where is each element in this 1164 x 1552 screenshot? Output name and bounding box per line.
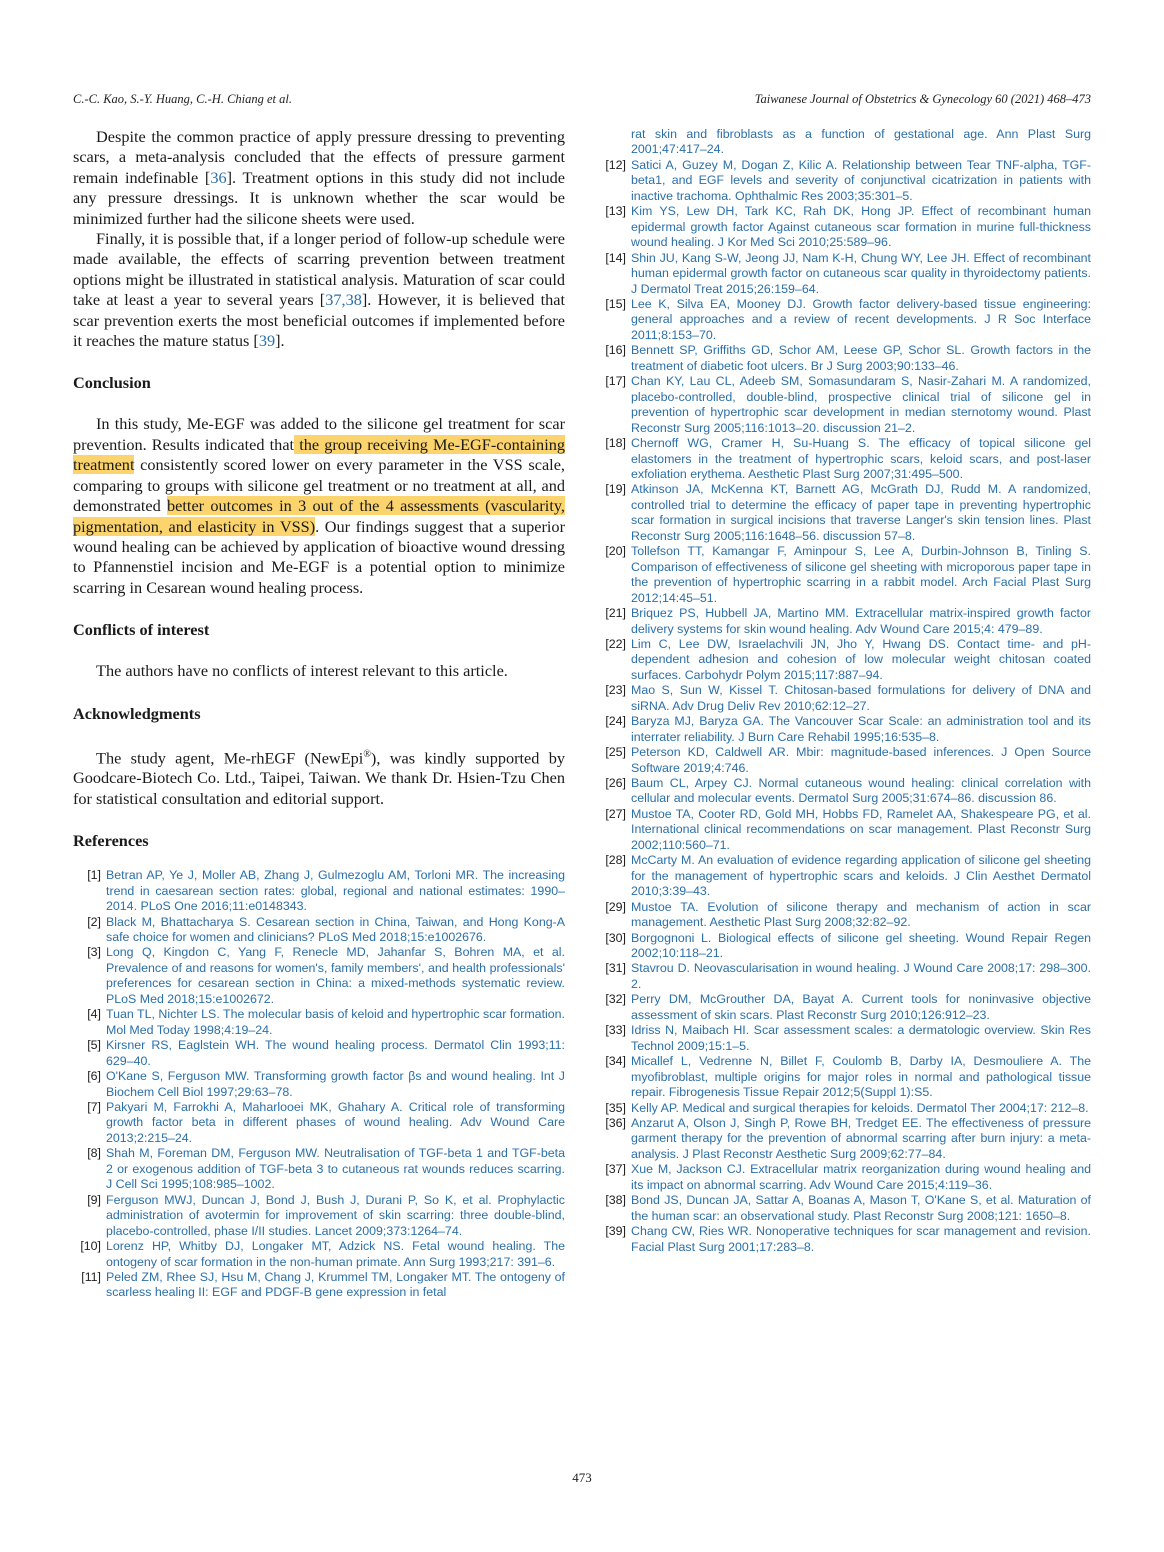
reference-text: Kelly AP. Medical and surgical therapies for keloids. Dermatol Ther 2004;17: 212–8. (631, 1100, 1089, 1115)
reference-text: Perry DM, McGrouther DA, Bayat A. Current tools for noninvasive objective assessment of skin scars. Plast Reconstr Surg 2010;126:912–23. (631, 992, 1091, 1022)
conclusion-paragraph: In this study, Me-EGF was added to the silicone gel treatment for scar prevention. Results indicated that the group receiving Me-EGF-containing treatment consistently scored lower on every parameter in the VSS scale, comparing to groups with silicone gel treatment or no treatment at all, and demonstrated better outcomes in 3 out of the 4 assessments (vascularity, pigmentation, and elasticity in VSS). Our findings suggest that a superior wound healing can be achieved by application of bioactive wound dressing to Pfannenstiel incision and Me-EGF is a potential option to minimize scarring in Cesarean wound healing process. (73, 414, 566, 597)
conclusion-heading: Conclusion (73, 373, 151, 393)
reference-item[interactable] (598, 1224, 1091, 1255)
citation-link[interactable]: 39 (258, 331, 276, 351)
reference-number: [39] (605, 1224, 626, 1239)
reference-item[interactable] (73, 1239, 565, 1270)
discussion-paragraph-2: Finally, it is possible that, if a longer period of follow-up schedule were made available, the effects of scarring prevention between treatment options might be illustrated in statistical analysis. Maturation of scar could take at least a year to several years [37,38]. However, it is believed that scar prevention exerts the most beneficial outcomes if implemented before it reaches the mature status [39]. (73, 229, 565, 351)
reference-number: [12] (605, 157, 626, 172)
reference-number: [24] (605, 714, 626, 729)
reference-item[interactable] (598, 343, 1091, 374)
reference-text: Chernoff WG, Cramer H, Su-Huang S. The efficacy of topical silicone gel elastomers in the treatment of hypertrophic scars, keloid scars, and post-laser exfoliation erythema. Aesthetic Plast Surg 2007;31:495–500. (631, 436, 1091, 481)
reference-item[interactable] (598, 297, 1091, 343)
highlight-annotation[interactable]: the group receiving Me-EGF-containing treatment (73, 434, 566, 475)
reference-item[interactable] (598, 931, 1091, 962)
reference-number: [31] (605, 961, 626, 976)
reference-number: [33] (605, 1023, 626, 1038)
reference-number: [29] (605, 899, 626, 914)
reference-text: Lee K, Silva EA, Mooney DJ. Growth factor delivery-based tissue engineering: general approaches and a review of recent developments. J R Soc Interface 2011;8:153–70. (631, 296, 1091, 342)
reference-item[interactable] (73, 1069, 565, 1100)
reference-item[interactable] (598, 158, 1091, 204)
reference-text: Briquez PS, Hubbell JA, Martino MM. Extracellular matrix-inspired growth factor delivery systems for skin wound healing. Adv Wound Care 2015;4: 479–89. (631, 606, 1091, 636)
page-number: 473 (572, 1470, 592, 1485)
reference-text: Pakyari M, Farrokhi A, Maharlooei MK, Ghahary A. Critical role of transforming growth factor beta in different phases of wound healing. Adv Wound Care 2013;2:215–24. (106, 1099, 565, 1145)
reference-list-right (598, 158, 1091, 1255)
reference-number: [37] (605, 1162, 626, 1177)
reference-item[interactable] (598, 745, 1091, 776)
reference-text: Micallef L, Vedrenne N, Billet F, Coulomb B, Darby IA, Desmouliere A. The myofibroblast, multiple origins for major roles in normal and pathological tissue repair. Fibrogenesis Tissue Repair 2012;5(Suppl 1):S5. (631, 1054, 1091, 1100)
reference-text: Betran AP, Ye J, Moller AB, Zhang J, Gulmezoglu AM, Torloni MR. The increasing trend in caesarean section rates: global, regional and national estimates: 1990–2014. PLoS One 2016;11:e0148343. (106, 868, 565, 914)
acknowledgments-heading: Acknowledgments (73, 703, 201, 723)
reference-item[interactable] (73, 1270, 565, 1301)
reference-item[interactable] (73, 945, 565, 1007)
reference-item[interactable] (598, 1116, 1091, 1162)
reference-item[interactable] (598, 853, 1091, 899)
reference-number: [28] (605, 853, 626, 868)
reference-number: [35] (605, 1100, 626, 1115)
references-heading: References (73, 831, 149, 851)
reference-number: [23] (605, 683, 626, 698)
reference-item[interactable] (598, 1162, 1091, 1193)
reference-number: [10] (80, 1239, 101, 1254)
reference-item[interactable] (73, 1193, 565, 1239)
reference-item[interactable] (598, 544, 1091, 606)
reference-text: Lorenz HP, Whitby DJ, Longaker MT, Adzick NS. Fetal wound healing. The ontogeny of scar formation in the non-human primate. Ann Surg 1993;217: 391–6. (106, 1239, 565, 1269)
right-column (598, 127, 1091, 1255)
reference-text: Chan KY, Lau CL, Adeeb SM, Somasundaram S, Nasir-Zahari M. A randomized, placebo-controlled, double-blind, prospective clinical trial of silicone gel in prevention of hypertrophic scar development in median sternotomy wound. Plast Reconstr Surg 2005;116:1013–20. discussion 21–2. (631, 374, 1091, 435)
reference-text: O'Kane S, Ferguson MW. Transforming growth factor βs and wound healing. Int J Biochem Cell Biol 1997;29:63–78. (106, 1069, 565, 1099)
reference-text: Satici A, Guzey M, Dogan Z, Kilic A. Relationship between Tear TNF-alpha, TGF-beta1, and EGF levels and severity of conjunctival cicatrization in patients with inactive trachoma. Ophthalmic Res 2003;35:301–5. (631, 157, 1091, 203)
reference-text: Shah M, Foreman DM, Ferguson MW. Neutralisation of TGF-beta 1 and TGF-beta 2 or exogenous addition of TGF-beta 3 to cutaneous rat wounds reduces scarring. J Cell Sci 1995;108:985–1002. (106, 1146, 565, 1192)
reference-text: Mustoe TA, Cooter RD, Gold MH, Hobbs FD, Ramelet AA, Shakespeare PG, et al. International clinical recommendations on scar management. Plast Reconstr Surg 2002;110:560–71. (631, 806, 1091, 852)
reference-item[interactable] (73, 915, 565, 946)
reference-number: [11] (81, 1269, 101, 1284)
reference-list-left (73, 868, 565, 1301)
reference-text: Mustoe TA. Evolution of silicone therapy and mechanism of action in scar management. Aesthetic Plast Surg 2008;32:82–92. (631, 899, 1091, 930)
reference-item[interactable] (598, 204, 1091, 250)
reference-text: Kim YS, Lew DH, Tark KC, Rah DK, Hong JP. Effect of recombinant human epidermal growth factor Against cutaneous scar formation in murine full-thickness wound healing. J Kor Med Sci 2010;25:589–96. (631, 204, 1091, 250)
reference-text: Kirsner RS, Eaglstein WH. The wound healing process. Dermatol Clin 1993;11: 629–40. (106, 1038, 565, 1068)
reference-item[interactable] (73, 1146, 565, 1192)
reference-item[interactable] (598, 961, 1091, 992)
reference-continuation[interactable]: rat skin and fibroblasts as a function of gestational age. Ann Plast Surg 2001;47:417–24. (631, 127, 1091, 157)
reference-item[interactable] (598, 1023, 1091, 1054)
reference-number: [9] (87, 1192, 101, 1207)
reference-text: Bond JS, Duncan JA, Sattar A, Boanas A, Mason T, O'Kane S, et al. Maturation of the human scar: an observational study. Plast Reconstr Surg 2008;121: 1650–8. (631, 1193, 1091, 1223)
reference-item[interactable] (73, 1100, 565, 1146)
conflicts-heading: Conflicts of interest (73, 620, 210, 640)
reference-number: [8] (87, 1146, 101, 1161)
citation-link[interactable]: 36 (210, 167, 227, 187)
reference-item[interactable] (598, 637, 1091, 683)
reference-text: Mao S, Sun W, Kissel T. Chitosan-based formulations for delivery of DNA and siRNA. Adv Drug Deliv Rev 2010;62:12–27. (631, 683, 1091, 713)
reference-text: Ferguson MWJ, Duncan J, Bond J, Bush J, Durani P, So K, et al. Prophylactic administration of avotermin for improvement of skin scarring: three double-blind, placebo-controlled, phase I/II studies. Lancet 2009;373:1264–74. (106, 1192, 565, 1238)
reference-item[interactable] (598, 807, 1091, 853)
reference-number: [19] (605, 482, 626, 497)
reference-item[interactable] (598, 1054, 1091, 1100)
running-header-authors: C.-C. Kao, S.-Y. Huang, C.-H. Chiang et al. (73, 92, 293, 106)
reference-number: [13] (605, 204, 626, 219)
reference-item[interactable] (598, 251, 1091, 297)
reference-item[interactable] (598, 683, 1091, 714)
reference-number: [5] (87, 1038, 101, 1053)
reference-text: Tollefson TT, Kamangar F, Aminpour S, Lee A, Durbin-Johnson B, Tinling S. Comparison of effectiveness of silicone gel sheeting with microporous paper tape in the prevention of hypertrophic scarring in a rabbit model. Arch Facial Plast Surg 2012;14:45–51. (631, 544, 1091, 605)
reference-text: Lim C, Lee DW, Israelachvili JN, Jho Y, Hwang DS. Contact time- and pH-dependent adhesion and cohesion of low molecular weight chitosan coated surfaces. Carbohydr Polym 2015;117:887–94. (631, 636, 1091, 682)
reference-number: [38] (605, 1193, 626, 1208)
reference-text: Atkinson JA, McKenna KT, Barnett AG, McGrath DJ, Rudd M. A randomized, controlled trial to determine the efficacy of paper tape in preventing hypertrophic scar formation in surgical incisions that traverse Langer's skin tension lines. Plast Reconstr Surg 2005;116:1648–56. discussion 57–8. (631, 482, 1091, 543)
reference-text: Peled ZM, Rhee SJ, Hsu M, Chang J, Krummel TM, Longaker MT. The ontogeny of scarless healing II: EGF and PDGF-B gene expression in fetal (106, 1269, 565, 1300)
reference-number: [16] (605, 343, 626, 358)
reference-item[interactable] (73, 1038, 565, 1069)
reference-number: [1] (87, 868, 101, 883)
left-column (73, 127, 565, 1301)
acknowledgments-paragraph: The study agent, Me-rhEGF (NewEpi®), was kindly supported by Goodcare-Biotech Co. Ltd., Taipei, Taiwan. We thank Dr. Hsien-Tzu Chen for statistical consultation and editorial support. (73, 747, 565, 808)
reference-text: Stavrou D. Neovascularisation in wound healing. J Wound Care 2008;17: 298–300. 2. (631, 961, 1091, 991)
reference-item[interactable] (598, 992, 1091, 1023)
conflicts-paragraph: The authors have no conflicts of interest relevant to this article. (96, 661, 508, 681)
reference-item[interactable] (598, 1193, 1091, 1224)
reference-item[interactable] (598, 436, 1091, 482)
reference-text: Peterson KD, Caldwell AR. Mbir: magnitude-based inferences. J Open Source Software 2019;4:746. (631, 745, 1091, 775)
reference-text: Anzarut A, Olson J, Singh P, Rowe BH, Tredget EE. The effectiveness of pressure garment therapy for the prevention of abnormal scarring after burn injury: a meta-analysis. J Plast Reconstr Aesthetic Surg 2009;62:77–84. (631, 1116, 1091, 1161)
reference-number: [6] (87, 1069, 101, 1084)
reference-item[interactable] (73, 868, 565, 914)
reference-number: [30] (605, 930, 626, 945)
citation-link[interactable]: 37,38 (325, 290, 362, 310)
reference-number: [34] (605, 1054, 626, 1069)
reference-text: Baum CL, Arpey CJ. Normal cutaneous wound healing: clinical correlation with cellular and molecular events. Dermatol Surg 2005;31:674–86. discussion 86. (631, 776, 1091, 806)
discussion-paragraph-1: Despite the common practice of apply pressure dressing to preventing scars, a meta-analysis concluded that the effects of pressure garment remain indefinable [36]. Treatment options in this study did not include any pressure dressings. It is unknown whether the scar would be minimized further had the silicone sheets were used. (73, 127, 566, 228)
reference-number: [2] (87, 914, 101, 929)
reference-number: [22] (605, 636, 626, 651)
reference-text: Borgognoni L. Biological effects of silicone gel sheeting. Wound Repair Regen 2002;10:118–21. (631, 930, 1091, 961)
reference-number: [4] (87, 1007, 101, 1022)
reference-text: Long Q, Kingdon C, Yang F, Renecle MD, Jahanfar S, Bohren MA, et al. Prevalence of and reasons for women's, family members', and health professionals' preferences for cesarean section in China: a mixed-methods systematic review. PLoS Med 2018;15:e1002672. (106, 945, 565, 1006)
reference-item[interactable] (598, 900, 1091, 931)
reference-number: [26] (605, 776, 626, 791)
reference-item[interactable] (73, 1007, 565, 1038)
reference-text: McCarty M. An evaluation of evidence regarding application of silicone gel sheeting for the management of hypertrophic scars and keloids. J Clin Aesthet Dermatol 2010;3:39–43. (631, 853, 1091, 899)
reference-text: Chang CW, Ries WR. Nonoperative techniques for scar management and revision. Facial Plast Surg 2001;17:283–8. (631, 1224, 1091, 1254)
reference-number: [14] (605, 250, 626, 265)
reference-text: Idriss N, Maibach HI. Scar assessment scales: a dermatologic overview. Skin Res Technol 2009;15:1–5. (631, 1023, 1091, 1053)
reference-number: [3] (87, 945, 101, 960)
reference-text: Shin JU, Kang S-W, Jeong JJ, Nam K-H, Chung WY, Lee JH. Effect of recombinant human epidermal growth factor on cutaneous scar quality in thyroidectomy patients. J Dermatol Treat 2015;26:159–64. (631, 250, 1091, 296)
reference-number: [27] (605, 806, 626, 821)
reference-number: [25] (605, 745, 626, 760)
highlight-annotation[interactable]: better outcomes in 3 out of the 4 assessments (vascularity, pigmentation, and elasticity in VSS) (73, 496, 566, 536)
reference-text: Xue M, Jackson CJ. Extracellular matrix reorganization during wound healing and its impact on abnormal scarring. Adv Wound Care 2015;4:119–36. (631, 1162, 1091, 1192)
reference-item[interactable] (598, 1101, 1091, 1116)
reference-item[interactable] (598, 374, 1091, 436)
reference-number: [21] (605, 606, 626, 621)
reference-number: [17] (605, 374, 626, 389)
reference-text: Tuan TL, Nichter LS. The molecular basis of keloid and hypertrophic scar formation. Mol Med Today 1998;4:19–24. (106, 1007, 565, 1037)
reference-text: Bennett SP, Griffiths GD, Schor AM, Leese GP, Schor SL. Growth factors in the treatment of diabetic foot ulcers. Br J Surg 2003;90:133–46. (631, 343, 1091, 373)
reference-item[interactable] (598, 776, 1091, 807)
reference-item[interactable] (598, 714, 1091, 745)
reference-number: [7] (87, 1099, 101, 1114)
reference-number: [20] (605, 544, 626, 559)
reference-item[interactable] (598, 606, 1091, 637)
reference-number: [32] (605, 992, 626, 1007)
reference-text: Black M, Bhattacharya S. Cesarean section in China, Taiwan, and Hong Kong-A safe choice for women and clinicians? PLoS Med 2018;15:e1002676. (106, 914, 565, 944)
reference-number: [15] (605, 296, 626, 311)
reference-number: [18] (605, 436, 626, 451)
reference-number: [36] (605, 1116, 626, 1130)
running-header-journal: Taiwanese Journal of Obstetrics & Gynecology 60 (2021) 468–473 (754, 92, 1091, 106)
reference-item[interactable] (598, 482, 1091, 544)
reference-text: Baryza MJ, Baryza GA. The Vancouver Scar Scale: an administration tool and its interrater reliability. J Burn Care Rehabil 1995;16:535–8. (631, 714, 1091, 744)
